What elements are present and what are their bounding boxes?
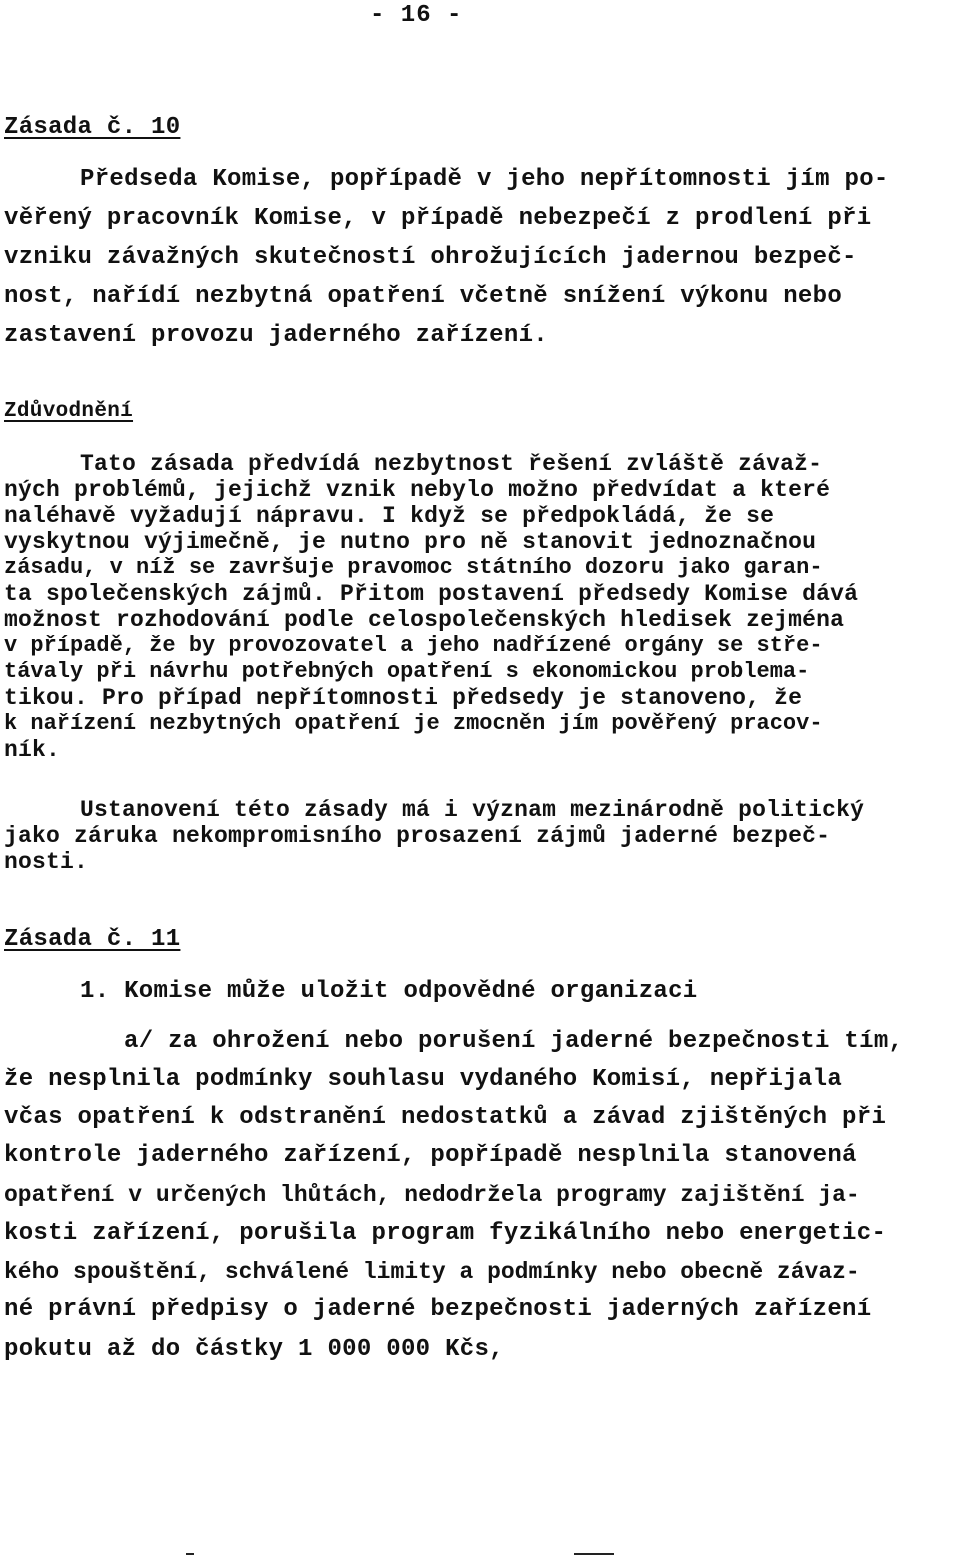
- text-line: Předseda Komise, popřípadě v jeho nepřítomnosti jím po-: [80, 166, 889, 193]
- text-line: kého spouštění, schválené limity a podmínky nebo obecně závaz-: [4, 1259, 860, 1285]
- text-line: možnost rozhodování podle celospolečenských hledisek zejména: [4, 607, 845, 633]
- text-line: nost, nařídí nezbytná opatření včetně snížení výkonu nebo: [4, 283, 843, 310]
- text-line: zastavení provozu jaderného zařízení.: [4, 322, 548, 349]
- text-line: včas opatření k odstranění nedostatků a závad zjištěných při: [4, 1104, 887, 1131]
- text-line: távaly při návrhu potřebných opatření s ekonomickou problema-: [4, 659, 810, 684]
- section-heading-zasada-10: Zásada č. 10: [4, 114, 181, 141]
- text-line: pokutu až do částky 1 000 000 Kčs,: [4, 1336, 504, 1363]
- text-line: opatření v určených lhůtách, nedodržela programy zajištění ja-: [4, 1182, 860, 1208]
- text-line: ník.: [4, 737, 61, 763]
- text-line: ných problémů, jejichž vznik nebylo možno předvídat a které: [4, 477, 831, 503]
- text-line: Ustanovení této zásady má i význam mezinárodně politický: [80, 797, 865, 823]
- scan-artifact-dash: [574, 1553, 614, 1555]
- text-line: né právní předpisy o jaderné bezpečnosti jaderných zařízení: [4, 1296, 872, 1323]
- numbered-item-1: 1. Komise může uložit odpovědné organizaci: [80, 978, 698, 1005]
- text-line: nosti.: [4, 849, 89, 875]
- page-number: - 16 -: [370, 2, 463, 29]
- text-line: a/ za ohrožení nebo porušení jaderné bezpečnosti tím,: [124, 1028, 904, 1055]
- text-line: tikou. Pro případ nepřítomnosti předsedy je stanoveno, že: [4, 685, 803, 711]
- text-line: že nesplnila podmínky souhlasu vydaného Komisí, nepřijala: [4, 1066, 843, 1093]
- text-line: zásadu, v níž se završuje pravomoc státního dozoru jako garan-: [4, 555, 823, 580]
- text-line: jako záruka nekompromisního prosazení zájmů jaderné bezpeč-: [4, 823, 831, 849]
- section-heading-zduvodneni: Zdůvodnění: [4, 400, 134, 423]
- scan-artifact-dash: [186, 1553, 194, 1555]
- text-line: Tato zásada předvídá nezbytnost řešení zvláště závaž-: [80, 451, 823, 477]
- section-heading-zasada-11: Zásada č. 11: [4, 926, 181, 953]
- text-line: v případě, že by provozovatel a jeho nadřízené orgány se stře-: [4, 633, 823, 658]
- text-line: naléhavě vyžadují nápravu. I když se předpokládá, že se: [4, 503, 775, 529]
- text-line: vyskytnou výjimečně, je nutno pro ně stanovit jednoznačnou: [4, 529, 817, 555]
- text-line: vzniku závažných skutečností ohrožujících jadernou bezpeč-: [4, 244, 857, 271]
- text-line: kosti zařízení, porušila program fyzikálního nebo energetic-: [4, 1220, 887, 1247]
- text-line: kontrole jaderného zařízení, popřípadě nesplnila stanovená: [4, 1142, 857, 1169]
- text-line: k nařízení nezbytných opatření je zmocněn jím pověřený pracov-: [4, 711, 823, 736]
- text-line: věřený pracovník Komise, v případě nebezpečí z prodlení při: [4, 205, 872, 232]
- text-line: ta společenských zájmů. Přitom postavení předsedy Komise dává: [4, 581, 859, 607]
